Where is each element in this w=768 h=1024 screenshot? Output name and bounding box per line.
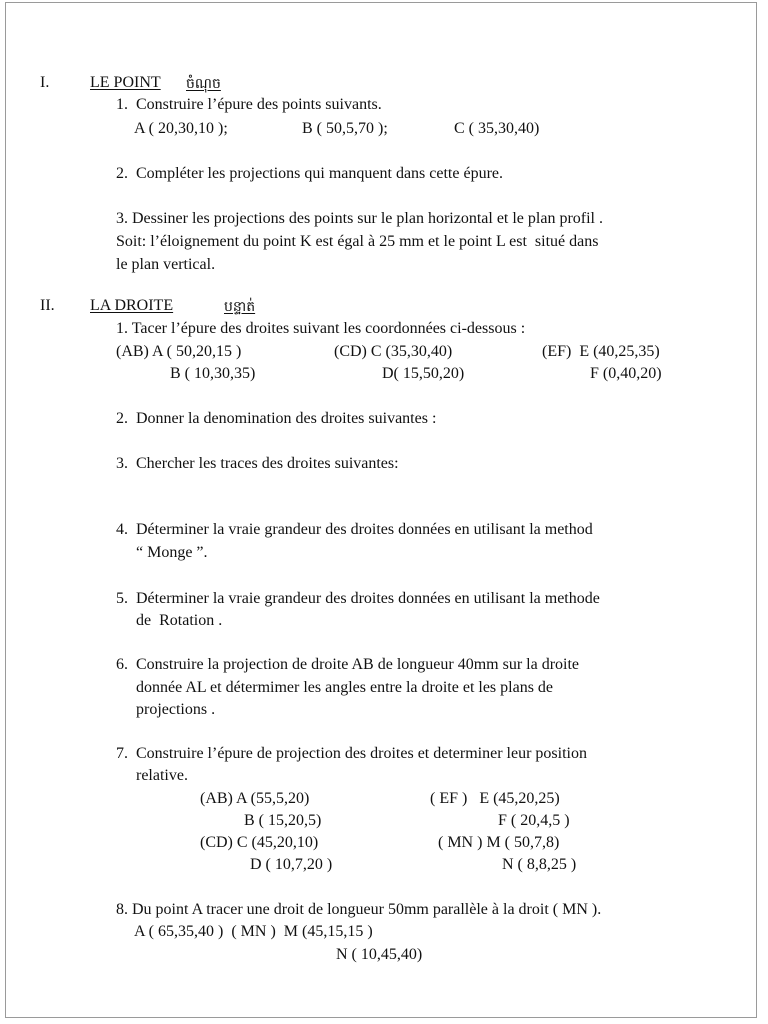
exercise-6-line-2: donnée AL et détermimer les angles entre la droite et les plans de — [136, 679, 554, 696]
line-ab-point-b: B ( 15,20,5) — [244, 812, 322, 829]
line-cd-point-c: (CD) C (35,30,40) — [334, 343, 453, 360]
exercise-4-line-2: “ Monge ”. — [136, 544, 208, 561]
section-numeral: I. — [40, 74, 50, 91]
line-ab-point-b: B ( 10,30,35) — [170, 365, 256, 382]
line-ef-point-e: ( EF ) E (45,20,25) — [430, 790, 560, 807]
line-ab-point-a: (AB) A ( 50,20,15 ) — [116, 343, 242, 360]
exercise-3-line-2: Soit: l’éloignement du point K est égal à 25 mm et le point L est situé dans — [116, 233, 599, 250]
exercise-2-text: 2. Compléter les projections qui manquent dans cette épure. — [116, 165, 503, 182]
exercise-4-line-1: 4. Déterminer la vraie grandeur des droites données en utilisant la method — [116, 521, 593, 538]
exercise-8-line-1: 8. Du point A tracer une droit de longueur 50mm parallèle à la droit ( MN ). — [116, 901, 602, 918]
line-ef-point-f: F ( 20,4,5 ) — [498, 812, 570, 829]
section-title-khmer: ចំណុច — [186, 76, 221, 92]
line-ef-point-f: F (0,40,20) — [590, 365, 662, 382]
exercise-7-line-1: 7. Construire l’épure de projection des droites et determiner leur position — [116, 745, 587, 762]
exercise-5-line-2: de Rotation . — [136, 612, 223, 629]
section-title-khmer: បន្ទាត់ — [224, 299, 256, 315]
exercise-8-line-2: A ( 65,35,40 ) ( MN ) M (45,15,15 ) — [134, 923, 373, 940]
line-ab-point-a: (AB) A (55,5,20) — [200, 790, 310, 807]
section-title: LA DROITE — [90, 297, 174, 314]
line-mn-point-n: N ( 8,8,25 ) — [502, 856, 577, 873]
exercise-6-line-1: 6. Construire la projection de droite AB de longueur 40mm sur la droite — [116, 656, 580, 673]
section-numeral: II. — [40, 297, 55, 314]
exercise-3-text: 3. Chercher les traces des droites suivantes: — [116, 455, 399, 472]
exercise-1-text: 1. Tacer l’épure des droites suivant les coordonnées ci-dessous : — [116, 320, 526, 337]
point-c: C ( 35,30,40) — [454, 120, 540, 137]
exercise-7-line-2: relative. — [136, 767, 188, 784]
exercise-8-line-3: N ( 10,45,40) — [336, 946, 423, 963]
line-cd-point-d: D( 15,50,20) — [382, 365, 465, 382]
point-a: A ( 20,30,10 ); — [134, 120, 228, 137]
exercise-6-line-3: projections . — [136, 701, 216, 718]
line-mn-point-m: ( MN ) M ( 50,7,8) — [438, 834, 560, 851]
line-cd-point-c: (CD) C (45,20,10) — [200, 834, 319, 851]
exercise-5-line-1: 5. Déterminer la vraie grandeur des droites données en utilisant la methode — [116, 590, 600, 607]
section-title: LE POINT — [90, 74, 161, 91]
page-border — [5, 2, 757, 1018]
exercise-3-line-3: le plan vertical. — [116, 256, 216, 273]
line-cd-point-d: D ( 10,7,20 ) — [250, 856, 333, 873]
line-ef-point-e: (EF) E (40,25,35) — [542, 343, 660, 360]
exercise-1-text: 1. Construire l’épure des points suivants. — [116, 96, 382, 113]
exercise-3-line-1: 3. Dessiner les projections des points sur le plan horizontal et le plan profil . — [116, 210, 603, 227]
point-b: B ( 50,5,70 ); — [302, 120, 388, 137]
exercise-2-text: 2. Donner la denomination des droites suivantes : — [116, 410, 437, 427]
